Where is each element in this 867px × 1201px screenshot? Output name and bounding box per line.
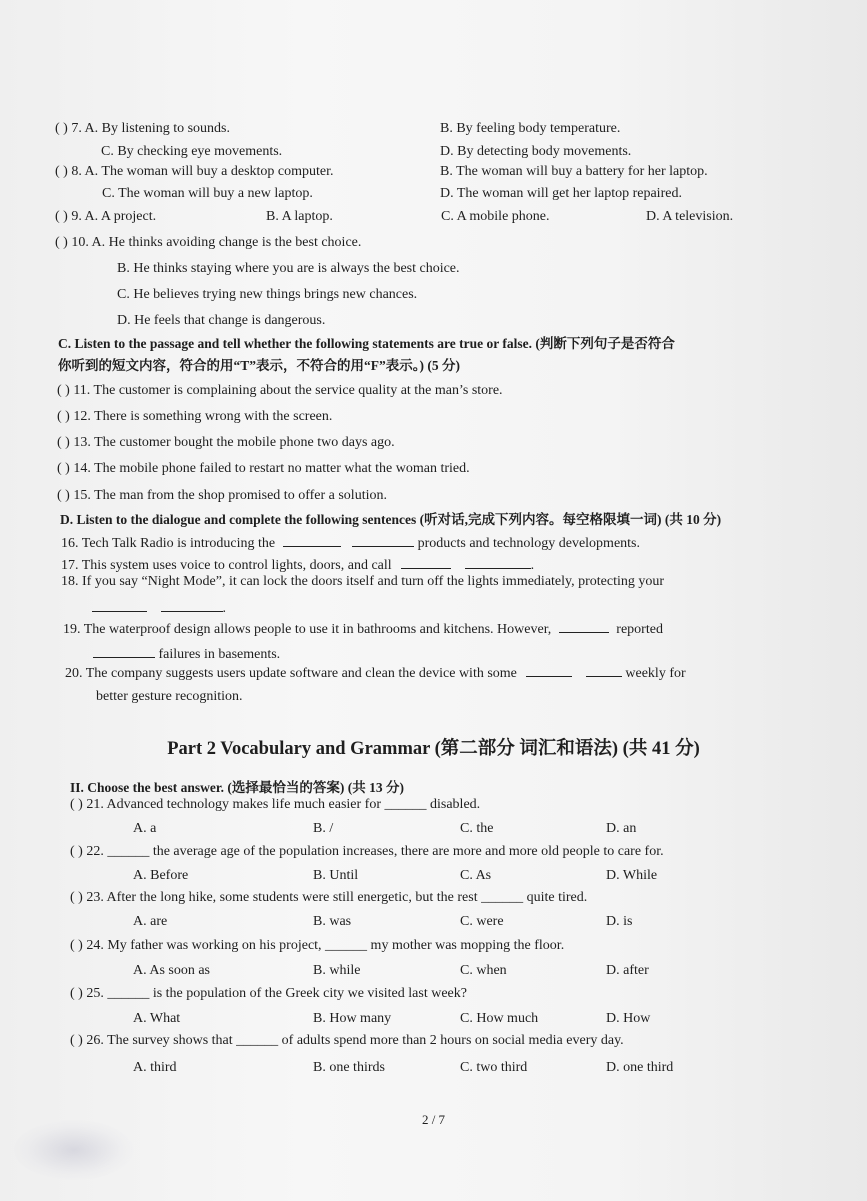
part-b-line: C. By checking eye movements.: [101, 144, 283, 159]
ink-smudge: [14, 1120, 134, 1180]
part-b-line: D. A television.: [646, 209, 734, 224]
q19-blank-1[interactable]: [559, 619, 609, 633]
part-b-line: D. By detecting body movements.: [440, 144, 632, 159]
question-26-option: A. third: [133, 1060, 177, 1075]
q18-blank-1[interactable]: [92, 598, 147, 612]
question-25-option: C. How much: [460, 1011, 539, 1026]
question-23-option: A. are: [133, 914, 168, 929]
q20-blank-2[interactable]: [586, 663, 622, 677]
question-23-stem: ( ) 23. After the long hike, some students were still energetic, but the rest ______ quite tired.: [70, 890, 588, 905]
question-13: ( ) 13. The customer bought the mobile phone two days ago.: [57, 435, 395, 450]
q20-text-b: weekly for: [625, 666, 686, 681]
question-21-option: A. a: [133, 821, 157, 836]
q16-text-b: products and technology developments.: [417, 536, 641, 551]
q16-blank-1[interactable]: [283, 533, 341, 547]
part-b-line: C. A mobile phone.: [441, 209, 550, 224]
question-22-option: D. While: [606, 868, 658, 883]
section-ii-heading: II. Choose the best answer. (选择最恰当的答案) (共 13 分): [70, 780, 404, 795]
section-c-heading-2: 你听到的短文内容，符合的用“T”表示，不符合的用“F”表示。) (5 分): [58, 358, 460, 373]
q20-blank-1[interactable]: [526, 663, 572, 677]
question-26-option: B. one thirds: [313, 1060, 385, 1075]
question-21-option: D. an: [606, 821, 637, 836]
part-b-line: D. The woman will get her laptop repaired.: [440, 186, 682, 201]
question-23-option: B. was: [313, 914, 352, 929]
q19-blank-2[interactable]: [93, 644, 155, 658]
question-25-option: B. How many: [313, 1011, 392, 1026]
q17-text-a: 17. This system uses voice to control lights, doors, and call: [61, 558, 392, 573]
question-22-option: C. As: [460, 868, 492, 883]
question-25-option: A. What: [133, 1011, 181, 1026]
question-18-blanks: [92, 598, 226, 618]
part-b-line: B. A laptop.: [266, 209, 333, 224]
question-20: [65, 663, 686, 683]
q17-blank-1[interactable]: [401, 555, 451, 569]
question-24-option: C. when: [460, 963, 507, 978]
question-21-option: B. /: [313, 821, 334, 836]
question-15: ( ) 15. The man from the shop promised to offer a solution.: [57, 488, 387, 503]
question-22-option: A. Before: [133, 868, 189, 883]
question-21-stem: ( ) 21. Advanced technology makes life much easier for ______ disabled.: [70, 797, 481, 812]
question-12: ( ) 12. There is something wrong with the screen.: [57, 409, 333, 424]
q18-blank-2[interactable]: [161, 598, 223, 612]
q18-text-b: .: [222, 601, 226, 616]
part-2-title: Part 2 Vocabulary and Grammar (第二部分 词汇和语法) (共 41 分): [167, 739, 700, 759]
question-22-stem: ( ) 22. ______ the average age of the population increases, there are more and more old people to care for.: [70, 844, 664, 859]
section-c-heading-1: C. Listen to the passage and tell whether the following statements are true or false. (判断下列句子是否符合: [58, 336, 675, 351]
part-b-line: ( ) 8. A. The woman will buy a desktop computer.: [55, 164, 334, 179]
part-b-line: ( ) 9. A. A project.: [55, 209, 157, 224]
q19-text-a: 19. The waterproof design allows people to use it in bathrooms and kitchens. However,: [63, 622, 552, 637]
question-20-line2: better gesture recognition.: [96, 689, 243, 704]
question-11: ( ) 11. The customer is complaining about the service quality at the man’s store.: [57, 383, 503, 398]
question-26-option: C. two third: [460, 1060, 528, 1075]
part-b-line: C. He believes trying new things brings new chances.: [117, 287, 418, 302]
q16-text-a: 16. Tech Talk Radio is introducing the: [61, 536, 276, 551]
question-26-option: D. one third: [606, 1060, 674, 1075]
question-23-option: C. were: [460, 914, 504, 929]
question-22-option: B. Until: [313, 868, 359, 883]
part-b-line: B. The woman will buy a battery for her laptop.: [440, 164, 708, 179]
question-18: 18. If you say “Night Mode”, it can lock the doors itself and turn off the lights immediately, protecting your: [61, 574, 665, 589]
part-b-line: ( ) 10. A. He thinks avoiding change is the best choice.: [55, 235, 362, 250]
question-24-option: A. As soon as: [133, 963, 211, 978]
q16-blank-2[interactable]: [352, 533, 414, 547]
part-b-line: C. The woman will buy a new laptop.: [102, 186, 313, 201]
question-23-option: D. is: [606, 914, 633, 929]
q17-text-b: .: [530, 558, 535, 573]
question-26-stem: ( ) 26. The survey shows that ______ of adults spend more than 2 hours on social media every day.: [70, 1033, 624, 1048]
question-17: [61, 555, 534, 575]
question-24-option: D. after: [606, 963, 649, 978]
page-number: 2 / 7: [421, 1112, 446, 1127]
part-b-line: ( ) 7. A. By listening to sounds.: [55, 121, 231, 136]
question-14: ( ) 14. The mobile phone failed to restart no matter what the woman tried.: [57, 461, 470, 476]
q19-text-c: failures in basements.: [158, 647, 281, 662]
question-19-line2: [93, 644, 280, 664]
question-24-stem: ( ) 24. My father was working on his project, ______ my mother was mopping the floor.: [70, 938, 565, 953]
part-b-line: B. He thinks staying where you are is always the best choice.: [117, 261, 460, 276]
section-d-heading: D. Listen to the dialogue and complete the following sentences (听对话,完成下列内容。每空格限填一词) (共 10 分): [60, 512, 722, 527]
question-24-option: B. while: [313, 963, 361, 978]
question-25-stem: ( ) 25. ______ is the population of the Greek city we visited last week?: [70, 986, 467, 1001]
question-21-option: C. the: [460, 821, 494, 836]
question-16: [61, 533, 640, 553]
part-b-line: B. By feeling body temperature.: [440, 121, 621, 136]
question-25-option: D. How: [606, 1011, 651, 1026]
question-19: [63, 619, 663, 639]
q17-blank-2[interactable]: [465, 555, 531, 569]
q19-text-b: reported: [616, 622, 663, 637]
part-b-line: D. He feels that change is dangerous.: [117, 313, 326, 328]
q20-text-a: 20. The company suggests users update software and clean the device with some: [65, 666, 517, 681]
